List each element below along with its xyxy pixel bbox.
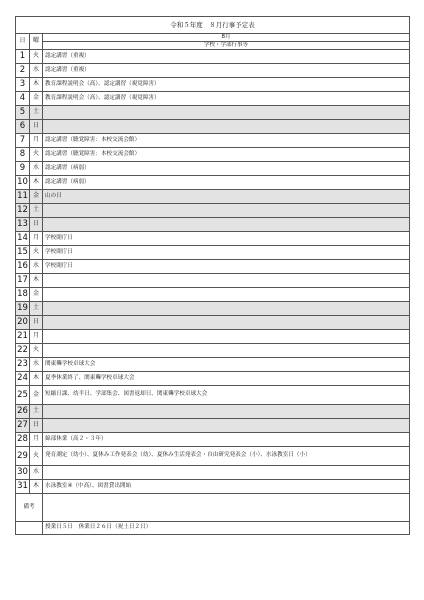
day-row <box>16 358 410 372</box>
event-cell <box>43 466 410 480</box>
day-row <box>16 274 410 288</box>
day-row <box>16 78 410 92</box>
month-header: 8月 <box>43 34 410 42</box>
day-number: 11 <box>16 190 30 204</box>
event-cell: 認定講習（聴覚障害：本校交流会館） <box>43 148 410 162</box>
day-number: 6 <box>16 120 30 134</box>
day-number: 24 <box>16 372 30 386</box>
day-row <box>16 419 410 433</box>
title-row <box>16 17 410 34</box>
day-row <box>16 466 410 480</box>
weekday: 金 <box>30 288 43 302</box>
weekday: 日 <box>30 316 43 330</box>
event-cell: 認定講習（重複） <box>43 50 410 64</box>
day-row <box>16 106 410 120</box>
day-row <box>16 148 410 162</box>
day-row <box>16 260 410 274</box>
event-cell: 認定講習（聴覚障害：本校交流会館） <box>43 134 410 148</box>
weekday: 月 <box>30 232 43 246</box>
page-title: 令和５年度 ８月行事予定表 <box>16 17 410 34</box>
weekday: 木 <box>30 176 43 190</box>
event-cell <box>43 204 410 218</box>
event-cell <box>43 274 410 288</box>
weekday: 火 <box>30 148 43 162</box>
day-rows <box>16 50 410 494</box>
day-number: 21 <box>16 330 30 344</box>
event-cell <box>43 120 410 134</box>
weekday: 土 <box>30 106 43 120</box>
day-number: 28 <box>16 433 30 447</box>
day-row <box>16 92 410 106</box>
summary-row <box>16 522 410 535</box>
day-number: 1 <box>16 50 30 64</box>
day-number: 17 <box>16 274 30 288</box>
day-row <box>16 344 410 358</box>
day-number: 7 <box>16 134 30 148</box>
event-cell: 発育測定（幼小）、夏休み工作発表会（幼）、夏休み生活発表会・自由研究発表会（小）、水泳教室日（小） <box>43 447 410 466</box>
event-cell <box>43 302 410 316</box>
schedule-table <box>15 16 410 535</box>
day-row <box>16 176 410 190</box>
weekday: 木 <box>30 480 43 494</box>
day-number: 12 <box>16 204 30 218</box>
day-row <box>16 190 410 204</box>
event-cell <box>43 218 410 232</box>
day-row <box>16 162 410 176</box>
weekday: 月 <box>30 433 43 447</box>
day-number: 3 <box>16 78 30 92</box>
day-row <box>16 120 410 134</box>
schedule-sheet <box>15 16 410 535</box>
day-row <box>16 302 410 316</box>
weekday: 日 <box>30 419 43 433</box>
day-row <box>16 64 410 78</box>
event-cell: 山の日 <box>43 190 410 204</box>
event-cell <box>43 419 410 433</box>
day-number: 27 <box>16 419 30 433</box>
summary-spacer <box>16 522 43 535</box>
event-cell: 学校閉庁日 <box>43 260 410 274</box>
event-cell: 水泳教室④（中高）、図書貸出開始 <box>43 480 410 494</box>
weekday: 火 <box>30 344 43 358</box>
day-number: 19 <box>16 302 30 316</box>
day-row <box>16 218 410 232</box>
weekday: 月 <box>30 134 43 148</box>
day-number: 18 <box>16 288 30 302</box>
day-column-header: 日 <box>16 34 30 50</box>
weekday: 火 <box>30 50 43 64</box>
event-cell: 認定講習（病弱） <box>43 162 410 176</box>
day-number: 13 <box>16 218 30 232</box>
day-row <box>16 330 410 344</box>
summary-text: 授業日５日 休業日２６日（祝土日２日） <box>43 522 410 535</box>
day-row <box>16 386 410 405</box>
notes-label: 備考 <box>16 494 43 522</box>
weekday: 水 <box>30 358 43 372</box>
weekday: 土 <box>30 204 43 218</box>
day-number: 8 <box>16 148 30 162</box>
day-number: 25 <box>16 386 30 405</box>
weekday: 金 <box>30 92 43 106</box>
weekday: 土 <box>30 405 43 419</box>
day-row <box>16 433 410 447</box>
weekday: 金 <box>30 386 43 405</box>
day-number: 15 <box>16 246 30 260</box>
day-number: 4 <box>16 92 30 106</box>
day-number: 10 <box>16 176 30 190</box>
day-number: 14 <box>16 232 30 246</box>
day-row <box>16 134 410 148</box>
event-cell: 学校閉庁日 <box>43 246 410 260</box>
day-row <box>16 405 410 419</box>
day-row <box>16 204 410 218</box>
event-cell <box>43 330 410 344</box>
event-cell: 教育課程説明会（高）、認定講習（視覚障害） <box>43 92 410 106</box>
day-number: 22 <box>16 344 30 358</box>
day-number: 30 <box>16 466 30 480</box>
header-row <box>16 34 410 42</box>
event-cell: 関東聾学校卓球大会 <box>43 358 410 372</box>
event-cell <box>43 288 410 302</box>
day-number: 23 <box>16 358 30 372</box>
weekday: 水 <box>30 466 43 480</box>
event-cell <box>43 316 410 330</box>
day-row <box>16 232 410 246</box>
weekday: 水 <box>30 162 43 176</box>
day-number: 26 <box>16 405 30 419</box>
notes-row <box>16 494 410 522</box>
weekday: 土 <box>30 302 43 316</box>
notes-content <box>43 494 410 522</box>
weekday: 日 <box>30 218 43 232</box>
day-row <box>16 447 410 466</box>
event-cell: 短縮日課、幼半日、学部集会、図書返却日、関東聾学校卓球大会 <box>43 386 410 405</box>
day-number: 2 <box>16 64 30 78</box>
day-number: 9 <box>16 162 30 176</box>
day-row <box>16 50 410 64</box>
weekday: 木 <box>30 78 43 92</box>
day-row <box>16 288 410 302</box>
day-number: 29 <box>16 447 30 466</box>
day-number: 31 <box>16 480 30 494</box>
weekday: 火 <box>30 246 43 260</box>
weekday: 火 <box>30 447 43 466</box>
day-row <box>16 480 410 494</box>
weekday: 日 <box>30 120 43 134</box>
event-cell: 綿部休業（高２・３年） <box>43 433 410 447</box>
event-cell <box>43 106 410 120</box>
day-number: 5 <box>16 106 30 120</box>
event-cell: 認定講習（重複） <box>43 64 410 78</box>
day-row <box>16 246 410 260</box>
weekday: 木 <box>30 274 43 288</box>
weekday: 木 <box>30 372 43 386</box>
event-cell: 学校閉庁日 <box>43 232 410 246</box>
event-cell: 認定講習（病弱） <box>43 176 410 190</box>
weekday: 月 <box>30 330 43 344</box>
day-number: 20 <box>16 316 30 330</box>
group-header: 学校・学部行事等 <box>43 42 410 50</box>
weekday: 水 <box>30 64 43 78</box>
day-row <box>16 372 410 386</box>
day-number: 16 <box>16 260 30 274</box>
day-row <box>16 316 410 330</box>
event-cell: 夏季休業終了、関東聾学校卓球大会 <box>43 372 410 386</box>
event-cell: 教育課程説明会（高）、認定講習（視覚障害） <box>43 78 410 92</box>
weekday-column-header: 曜 <box>30 34 43 50</box>
header-subrow <box>16 42 410 50</box>
weekday: 金 <box>30 190 43 204</box>
event-cell <box>43 344 410 358</box>
weekday: 水 <box>30 260 43 274</box>
event-cell <box>43 405 410 419</box>
